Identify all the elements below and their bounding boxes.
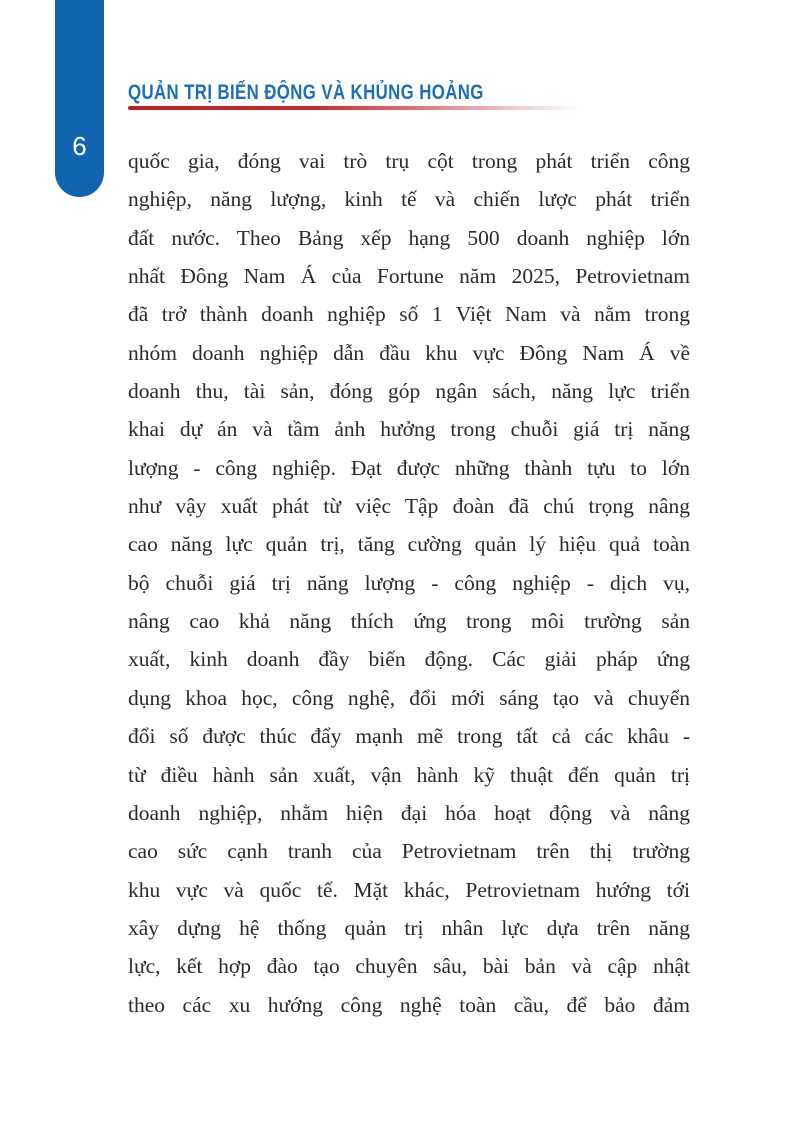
text-line: cao năng lực quản trị, tăng cường quản lý hiệu quả toàn <box>128 532 690 557</box>
text-line: đổi số được thúc đẩy mạnh mẽ trong tất cả các khâu - <box>128 724 690 749</box>
text-line: lực, kết hợp đào tạo chuyên sâu, bài bản và cập nhật <box>128 954 690 979</box>
text-line: khai dự án và tầm ảnh hưởng trong chuỗi giá trị năng <box>128 417 690 442</box>
text-line: cao sức cạnh tranh của Petrovietnam trên thị trường <box>128 839 690 864</box>
header-rule-divider <box>128 106 590 110</box>
text-line: theo các xu hướng công nghệ toàn cầu, để bảo đảm <box>128 992 690 1017</box>
running-header-title: QUẢN TRỊ BIẾN ĐỘNG VÀ KHỦNG HOẢNG <box>128 81 484 104</box>
text-line: xây dựng hệ thống quản trị nhân lực dựa trên năng <box>128 915 690 940</box>
running-header <box>128 81 688 104</box>
text-line: như vậy xuất phát từ việc Tập đoàn đã chú trọng nâng <box>128 494 690 519</box>
text-line: nhất Đông Nam Á của Fortune năm 2025, Petrovietnam <box>128 264 690 289</box>
page-number-tab <box>55 0 104 197</box>
text-line: xuất, kinh doanh đầy biến động. Các giải pháp ứng <box>128 647 690 672</box>
body-text-paragraph <box>128 142 690 1024</box>
text-line: lượng - công nghiệp. Đạt được những thành tựu to lớn <box>128 455 690 480</box>
text-line: nâng cao khả năng thích ứng trong môi trường sản <box>128 609 690 634</box>
text-line: từ điều hành sản xuất, vận hành kỹ thuật đến quản trị <box>128 762 690 787</box>
text-line: nhóm doanh nghiệp dẫn đầu khu vực Đông Nam Á về <box>128 340 690 365</box>
page-number: 6 <box>72 131 87 161</box>
text-line: đất nước. Theo Bảng xếp hạng 500 doanh nghiệp lớn <box>128 225 690 250</box>
text-line: đã trở thành doanh nghiệp số 1 Việt Nam và nằm trong <box>128 302 690 327</box>
text-line: khu vực và quốc tế. Mặt khác, Petrovietnam hướng tới <box>128 877 690 902</box>
text-line: quốc gia, đóng vai trò trụ cột trong phát triển công <box>128 149 690 173</box>
text-line: dụng khoa học, công nghệ, đổi mới sáng tạo và chuyển <box>128 685 690 710</box>
text-line: doanh thu, tài sản, đóng góp ngân sách, năng lực triển <box>128 379 690 404</box>
text-line: doanh nghiệp, nhằm hiện đại hóa hoạt động và nâng <box>128 800 690 825</box>
text-line: nghiệp, năng lượng, kinh tế và chiến lược phát triển <box>128 187 690 212</box>
text-line: bộ chuỗi giá trị năng lượng - công nghiệp - dịch vụ, <box>128 570 690 595</box>
